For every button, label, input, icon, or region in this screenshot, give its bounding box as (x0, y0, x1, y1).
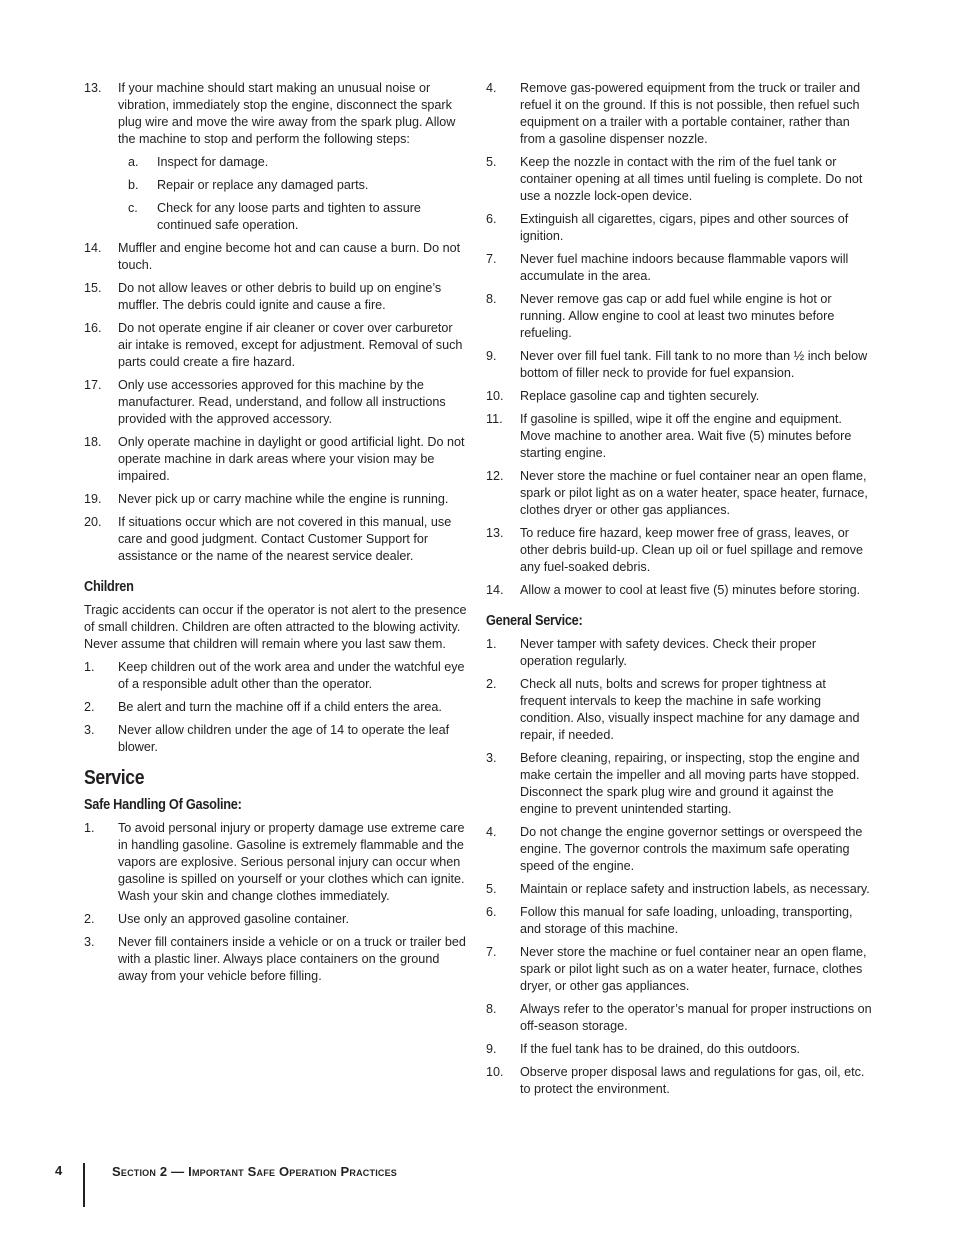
list-item (486, 1041, 872, 1058)
item-text: Never tamper with safety devices. Check their proper operation regularly. (520, 637, 817, 668)
page-number: 4 (55, 1163, 63, 1178)
list-item (486, 348, 872, 382)
item-text: Follow this manual for safe loading, unloading, transporting, and storage of this machine. (520, 905, 853, 936)
list-item (84, 491, 470, 508)
item-text: Never store the machine or fuel container near an open flame, spark or pilot light such as on a water heater, furnace, clothes dryer, or other gas appliances. (520, 945, 867, 993)
item-number: 3. (84, 723, 95, 737)
item-text: Keep children out of the work area and under the watchful eye of a responsible adult other than the operator. (118, 660, 465, 691)
item-number: 8. (486, 1002, 497, 1016)
item-text: Never pick up or carry machine while the engine is running. (118, 492, 449, 506)
list-item (486, 944, 872, 995)
item-text: Only use accessories approved for this machine by the manufacturer. Read, understand, and follow all instructions provided with the approved accessory. (118, 378, 446, 426)
item-number: 3. (84, 935, 95, 949)
sub-item-letter: c. (128, 201, 138, 215)
item-number: 7. (486, 252, 497, 266)
list-item (486, 582, 872, 599)
children-heading: Children (84, 579, 134, 595)
list-item (84, 820, 470, 905)
item-text: Allow a mower to cool at least five (5) minutes before storing. (520, 583, 861, 597)
list-item (84, 320, 470, 371)
list-item (486, 1064, 872, 1098)
list-item (486, 881, 872, 898)
item-text: Do not operate engine if air cleaner or cover over carburetor air intake is removed, except for adjustment. Removal of such parts could create a fire hazard. (118, 321, 463, 369)
item-text: Use only an approved gasoline container. (118, 912, 350, 926)
sub-list-item (118, 177, 470, 194)
item-number: 17. (84, 378, 102, 392)
item-text: Only operate machine in daylight or good artificial light. Do not operate machine in dark areas where your vision may be impaired. (118, 435, 465, 483)
item-text: Never fuel machine indoors because flammable vapors will accumulate in the area. (520, 252, 849, 283)
list-item (486, 904, 872, 938)
list-item (84, 240, 470, 274)
item-number: 16. (84, 321, 102, 335)
item-text: Muffler and engine become hot and can cause a burn. Do not touch. (118, 241, 461, 272)
sub-list-item (118, 200, 470, 234)
list-item (486, 676, 872, 744)
item-text: To avoid personal injury or property damage use extreme care in handling gasoline. Gasoline is extremely flammable and the vapors are explosive. Serious personal injury can occur when gasoline is spilled on yourself or your clothes which can ignite. Wash your skin and change clothes immediately. (118, 821, 465, 903)
list-item (84, 699, 470, 716)
item-text: Extinguish all cigarettes, cigars, pipes and other sources of ignition. (520, 212, 849, 243)
item-number: 14. (486, 583, 504, 597)
list-item (486, 525, 872, 576)
item-number: 1. (84, 660, 95, 674)
item-text: Before cleaning, repairing, or inspecting, stop the engine and make certain the impeller and all moving parts have stopped. Disconnect the spark plug wire and ground it against the engine to prevent unintended starting. (520, 751, 860, 816)
item-text: Always refer to the operator’s manual for proper instructions on off-season storage. (520, 1002, 872, 1033)
item-text: Never over fill fuel tank. Fill tank to no more than ½ inch below bottom of filler neck to provide for fuel expansion. (520, 349, 868, 380)
sub-item-text: Check for any loose parts and tighten to assure continued safe operation. (157, 201, 421, 232)
item-number: 4. (486, 81, 497, 95)
item-number: 6. (486, 212, 497, 226)
item-number: 6. (486, 905, 497, 919)
item-number: 5. (486, 155, 497, 169)
list-item (84, 659, 470, 693)
list-item (84, 377, 470, 428)
item-text: Do not change the engine governor settings or overspeed the engine. The governor controls the maximum safe operating speed of the engine. (520, 825, 863, 873)
list-item (486, 824, 872, 875)
list-item (84, 514, 470, 565)
item-text: Maintain or replace safety and instruction labels, as necessary. (520, 882, 870, 896)
item-text: Do not allow leaves or other debris to build up on engine’s muffler. The debris could ignite and cause a fire. (118, 281, 442, 312)
item-text: If the fuel tank has to be drained, do this outdoors. (520, 1042, 801, 1056)
item-number: 13. (486, 526, 504, 540)
left-column (84, 80, 470, 991)
item-number: 8. (486, 292, 497, 306)
list-item (486, 468, 872, 519)
item-text: Never allow children under the age of 14 to operate the leaf blower. (118, 723, 450, 754)
item-number: 1. (84, 821, 95, 835)
item-number: 2. (84, 700, 95, 714)
list-item (84, 280, 470, 314)
list-item (84, 80, 470, 148)
list-item (486, 388, 872, 405)
item-text: If gasoline is spilled, wipe it off the engine and equipment. Move machine to another area. Wait five (5) minutes before starting engine. (520, 412, 852, 460)
list-item (84, 722, 470, 756)
list-item (486, 411, 872, 462)
item-text: Keep the nozzle in contact with the rim of the fuel tank or container opening at all times until fueling is complete. Do not use a nozzle lock-open device. (520, 155, 863, 203)
footer-section-title: Section 2 — Important Safe Operation Practices (112, 1164, 398, 1179)
item-number: 19. (84, 492, 102, 506)
item-text: To reduce fire hazard, keep mower free of grass, leaves, or other debris build-up. Clean up oil or fuel spillage and remove any fuel-soaked debris. (520, 526, 864, 574)
item-text: Never fill containers inside a vehicle or on a truck or trailer bed with a plastic liner. Always place containers on the ground away from your vehicle before filling. (118, 935, 466, 983)
item-number: 10. (486, 1065, 504, 1079)
item-number: 10. (486, 389, 504, 403)
general-service-heading: General Service: (486, 613, 583, 629)
item-number: 3. (486, 751, 497, 765)
list-item (486, 154, 872, 205)
item-text: Check all nuts, bolts and screws for proper tightness at frequent intervals to keep the machine in safe working condition. Also, visually inspect machine for any damage and repair, if needed. (520, 677, 860, 742)
list-item (486, 1001, 872, 1035)
item-number: 11. (486, 412, 503, 426)
item-text: Observe proper disposal laws and regulations for gas, oil, etc. to protect the environment. (520, 1065, 865, 1096)
item-number: 2. (84, 912, 95, 926)
sub-item-text: Repair or replace any damaged parts. (157, 178, 369, 192)
item-text: Remove gas-powered equipment from the truck or trailer and refuel it on the ground. If this is not possible, then refuel such equipment on a trailer with a portable container, rather than from a gasoline dispenser nozzle. (520, 81, 861, 146)
item-text: Never store the machine or fuel container near an open flame, spark or pilot light as on a water heater, space heater, furnace, clothes dryer or other gas appliances. (520, 469, 868, 517)
list-item (84, 434, 470, 485)
item-text: If situations occur which are not covered in this manual, use care and good judgment. Contact Customer Support for assistance or the name of the nearest service dealer. (118, 515, 452, 563)
sub-item-letter: a. (128, 155, 139, 169)
service-heading: Service (84, 767, 145, 789)
item-number: 1. (486, 637, 497, 651)
item-number: 7. (486, 945, 497, 959)
right-column (486, 80, 872, 1104)
list-item (486, 636, 872, 670)
item-text: If your machine should start making an unusual noise or vibration, immediately stop the engine, disconnect the spark plug wire and move the wire away from the spark plug. Allow the machine to stop and perform the following steps: (118, 81, 456, 146)
item-text: Never remove gas cap or add fuel while engine is hot or running. Allow engine to cool at least two minutes before refueling. (520, 292, 835, 340)
item-number: 2. (486, 677, 497, 691)
sub-list-item (118, 154, 470, 171)
item-number: 13. (84, 81, 102, 95)
gasoline-heading: Safe Handling Of Gasoline: (84, 797, 242, 813)
item-text: Replace gasoline cap and tighten securely. (520, 389, 760, 403)
footer-divider (83, 1163, 85, 1207)
item-number: 9. (486, 1042, 497, 1056)
item-number: 4. (486, 825, 497, 839)
sub-list (84, 154, 470, 234)
sub-item-text: Inspect for damage. (157, 155, 269, 169)
list-item (486, 211, 872, 245)
item-text: Be alert and turn the machine off if a child enters the area. (118, 700, 442, 714)
item-number: 18. (84, 435, 102, 449)
children-paragraph: Tragic accidents can occur if the operator is not alert to the presence of small children. Children are often attracted to the blowing activity. Never assume that children will remain where you last saw them. (84, 603, 467, 651)
sub-item-letter: b. (128, 178, 139, 192)
list-item (84, 911, 470, 928)
list-item (486, 291, 872, 342)
list-item (486, 80, 872, 148)
item-number: 5. (486, 882, 497, 896)
item-number: 20. (84, 515, 102, 529)
item-number: 9. (486, 349, 497, 363)
item-number: 14. (84, 241, 102, 255)
item-number: 15. (84, 281, 102, 295)
list-item (486, 750, 872, 818)
list-item (84, 934, 470, 985)
item-number: 12. (486, 469, 504, 483)
list-item (486, 251, 872, 285)
